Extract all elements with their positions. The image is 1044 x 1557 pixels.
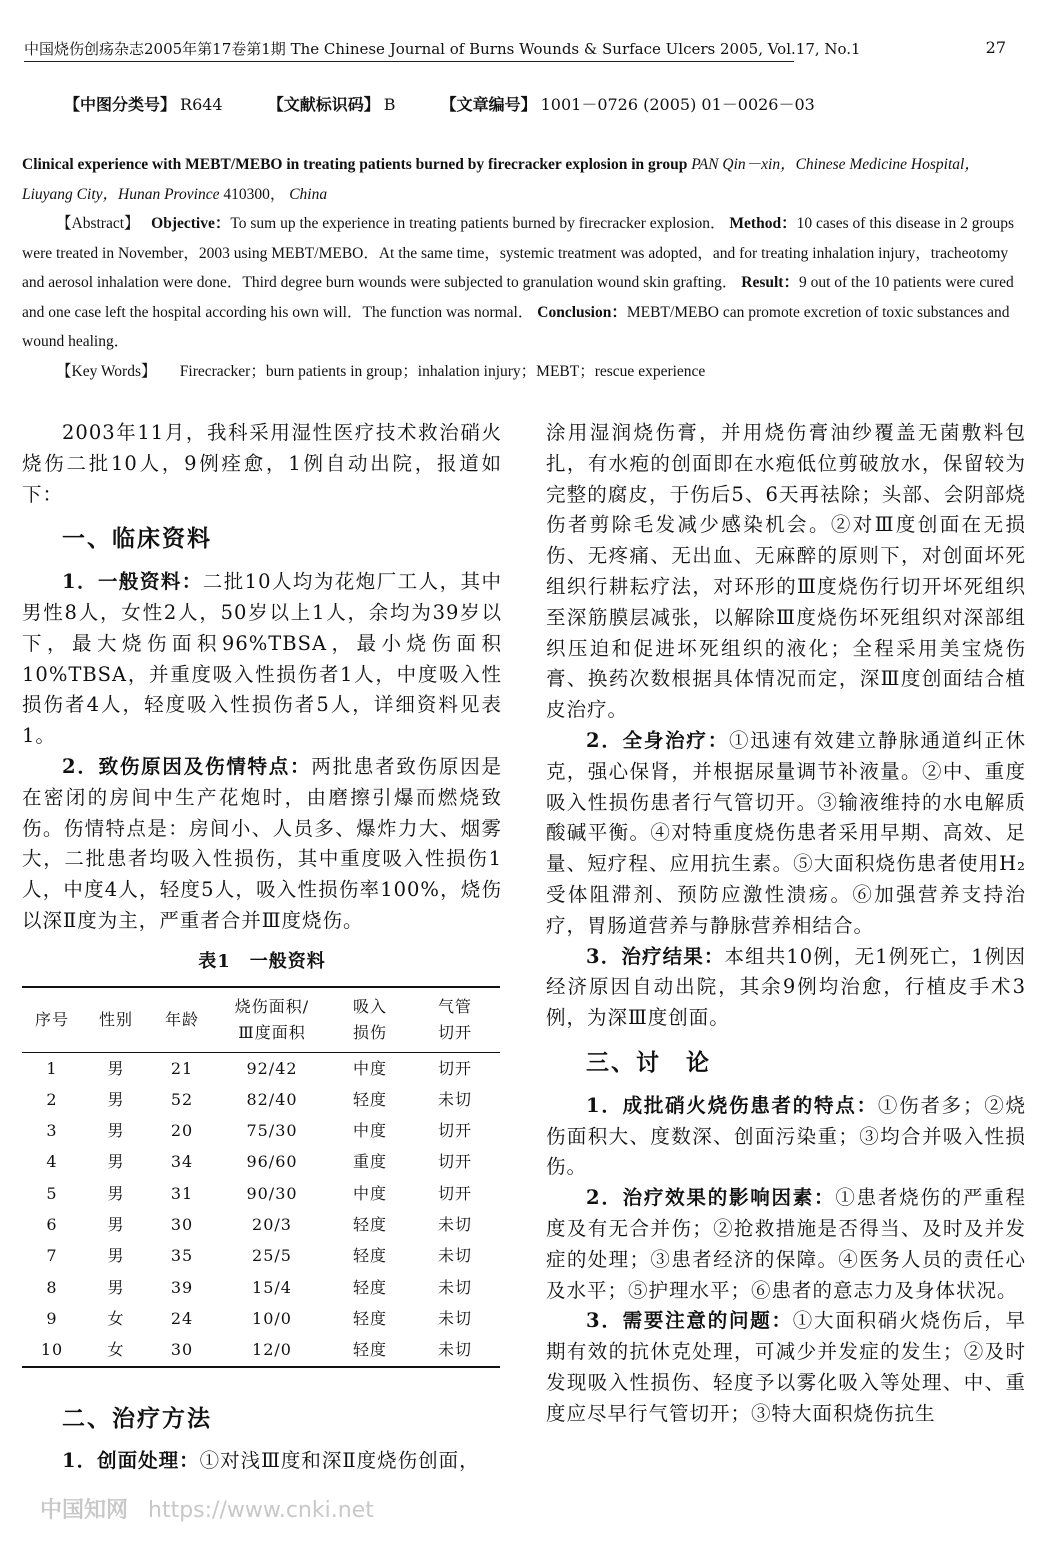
page-number: 27 [985,38,1006,57]
wound-treatment-text: ①对浅Ⅲ度和深Ⅱ度烧伤创面， [199,1449,480,1473]
table-cell: 20 [170,1121,194,1141]
keywords-text: Firecracker；burn patients in group；inhalation injury；MEBT；rescue experience [179,362,706,380]
table-cell: 男 [107,1121,125,1141]
attention-label: 3．需要注意的问题： [586,1309,793,1333]
table-title: 表1 一般资料 [198,950,326,972]
english-title: Clinical experience with MEBT/MEBO in treating patients burned by firecracker explosion in group [22,156,688,173]
table-cell: 轻度 [352,1340,387,1360]
english-abstract-block [22,150,1026,386]
keywords-paragraph [22,357,1026,387]
table-cell: 男 [107,1183,125,1203]
table-cell: 男 [107,1246,125,1266]
table-cell: 21 [170,1058,194,1078]
table-header-cell: 序号 [34,1009,69,1029]
table-cell: 31 [170,1183,194,1203]
table-cell: 35 [170,1246,194,1266]
table-cell: 重度 [352,1152,387,1172]
treatment-result-label: 3．治疗结果： [586,944,725,968]
features-paragraph [546,1091,1026,1183]
table-cell: 切开 [437,1121,472,1141]
treatment-result-paragraph [546,942,1026,1034]
section-heading-2: 二、治疗方法 [62,1404,212,1432]
table-header-cell: 吸入 损伤 [352,996,387,1042]
table-cell: 10 [40,1340,64,1360]
table-cell: 男 [107,1215,125,1235]
treatment-result-text: 本组共10例，无1例死亡，1例因经济原因自动出院，其余9例均治愈，行植皮手术3例，为深Ⅲ度创面。 [546,944,1026,1030]
classification-line [64,92,815,115]
objective-label: Objective： [151,215,231,232]
conclusion-label: Conclusion： [537,303,627,321]
table-cell: 女 [107,1308,125,1328]
table-cell: 男 [107,1058,125,1078]
table-cell: 中度 [352,1058,387,1078]
conclusion-text: MEBT/MEBO can promote excretion of toxic substances and wound healing． [22,303,1010,350]
table-cell: 中度 [352,1183,387,1203]
table-cell: 1 [46,1058,58,1078]
table-cell: 15/4 [252,1277,292,1297]
table-cell: 未切 [437,1215,472,1235]
table-cell: 39 [170,1277,194,1297]
doc-label: 【文献标识码】 [267,95,380,114]
watermark-url: https://www.cnki.net [148,1498,374,1523]
injury-cause-paragraph [22,752,502,937]
section-heading-1: 一、临床资料 [62,525,212,553]
table-cell: 25/5 [252,1246,292,1266]
general-data-paragraph [22,567,502,752]
section-heading-3: 三、讨 论 [586,1048,711,1076]
table-cell: 2 [46,1089,58,1109]
factors-text: ①患者烧伤的严重程度及有无合并伤；②抢救措施是否得当、及时及并发症的处理；③患者经济的保障。④医务人员的责任心及水平；⑤护理水平；⑥患者的意志力及身体状况。 [546,1186,1026,1302]
table-cell: 52 [170,1089,194,1109]
table-cell: 未切 [437,1340,472,1360]
table-row [22,1272,500,1303]
table-cell: 切开 [437,1058,472,1078]
english-country: China [289,185,328,203]
table-cell: 9 [46,1308,58,1328]
table-cell: 6 [46,1215,58,1235]
table-cell: 12/0 [252,1340,292,1360]
table-cell: 24 [170,1308,194,1328]
table-cell: 轻度 [352,1089,387,1109]
watermark-logo: 中国知网 [40,1498,129,1523]
wound-treatment-continued: 涂用湿润烧伤膏，并用烧伤膏油纱覆盖无菌敷料包扎，有水疱的创面即在水疱低位剪破放水，保留较为完整的腐皮，于伤后5、6天再祛除；头部、会阴部烧伤者剪除毛发减少感染机会。②对Ⅲ度创面在无损伤、无疼痛、无出血、无麻醉的原则下，对创面坏死组织行耕耘疗法，对环形的Ⅲ度烧伤行切开坏死组织至深筋膜层减张，以解除Ⅲ度烧伤坏死组织对深部组织压迫和促进坏死组织的液化；全程采用美宝烧伤膏、换药次数根据具体情况而定，深Ⅲ度创面结合植皮治疗。 [546,421,1026,722]
factors-paragraph [546,1183,1026,1306]
injury-cause-label: 2．致伤原因及伤情特点： [62,754,312,778]
injury-cause-text: 两批患者致伤原因是在密闭的房间中生产花炮时，由磨擦引爆而燃烧致伤。伤情特点是：房间小、人员多、爆炸力大、烟雾大，二批患者均吸入性损伤，其中重度吸入性损伤1人，中度4人，轻度5人，吸入性损伤率100%，烧伤以深Ⅱ度为主，严重者合并Ⅲ度烧伤。 [22,754,502,932]
table-row [22,1209,500,1240]
right-column [546,418,1026,1430]
table-row [22,1334,500,1366]
table-cell: 轻度 [352,1308,387,1328]
table-cell: 女 [107,1340,125,1360]
art-label: 【文章编号】 [440,95,537,114]
table-header-cell: 年龄 [164,1009,199,1029]
table-cell: 未切 [437,1308,472,1328]
english-postcode: 410300， [223,185,286,203]
table-cell: 未切 [437,1277,472,1297]
table-row [22,1146,500,1177]
objective-text: To sum up the experience in treating patients burned by firecracker explosion． [230,215,726,232]
table-cell: 8 [46,1277,58,1297]
general-data-text: 二批10人均为花炮厂工人，其中男性8人，女性2人，50岁以上1人，余均为39岁以下，最大烧伤面积96%TBSA，最小烧伤面积10%TBSA，并重度吸入性损伤者1人，中度吸入性损伤者4人，轻度吸入性损伤者5人，详细资料见表1。 [22,570,502,748]
doc-value: B [383,95,396,114]
abstract-paragraph [22,209,1026,357]
table-cell: 90/30 [246,1183,298,1203]
table-row [22,1240,500,1271]
table-row [22,1303,500,1334]
result-label: Result： [741,274,799,291]
table-cell: 未切 [437,1246,472,1266]
keywords-label: 【Key Words】 [56,362,157,380]
table-cell: 82/40 [246,1089,298,1109]
cnki-watermark [40,1493,374,1524]
systemic-treatment-text: ①迅速有效建立静脉通道纠正休克，强心保肾，并根据尿量调节补液量。②中、重度吸入性损伤患者行气管切开。③输液维持的水电解质酸碱平衡。④对特重度烧伤患者采用早期、高效、足量、短疗程、应用抗生素。⑤大面积烧伤患者使用H₂受体阻滞剂、预防应激性溃疡。⑥加强营养支持治疗，胃肠道营养与静脉营养相结合。 [546,728,1026,937]
systemic-treatment-paragraph [546,726,1026,942]
table-cell: 20/3 [252,1215,292,1235]
table-cell: 切开 [437,1152,472,1172]
wound-treatment-label: 1．创面处理： [62,1449,200,1473]
table-cell: 34 [170,1152,194,1172]
clc-value: R644 [180,95,223,114]
method-label: Method： [729,215,797,232]
table-header-cell: 气管 切开 [437,996,472,1042]
art-value: 1001－0726 (2005) 01－0026－03 [540,95,815,114]
factors-label: 2．治疗效果的影响因素： [586,1186,836,1210]
wound-treatment-paragraph [22,1446,502,1477]
english-authors: PAN Qin－xin，Chinese Medicine Hospital，Liuyang City，Hunan Province [22,156,980,203]
table-cell: 30 [170,1215,194,1235]
left-column [22,418,502,1477]
table-cell: 男 [107,1089,125,1109]
features-text: ①伤者多；②烧伤面积大、度数深、创面污染重；③均合并吸入性损伤。 [546,1093,1026,1179]
general-data-table [22,986,500,1368]
attention-paragraph [546,1306,1026,1429]
table-cell: 96/60 [246,1152,298,1172]
table-cell: 4 [46,1152,58,1172]
english-title-line [22,150,1026,209]
table-cell: 5 [46,1183,58,1203]
table-header-row [22,987,500,1053]
result-text: 9 out of the 10 patients were cured and one case left the hospital according his own will．The function was normal． [22,274,1014,321]
method-text: 10 cases of this disease in 2 groups were treated in November，2003 using MEBT/MEBO．At the same time，systemic treatment was adopted，and for treating inhalation injury，tracheotomy and aerosol inhalation were done．Third degree burn wounds were subjected to granulation wound skin grafting． [22,215,1014,291]
table-row [22,1115,500,1146]
clc-label: 【中图分类号】 [64,95,177,114]
table-cell: 92/42 [246,1058,298,1078]
features-label: 1．成批硝火烧伤患者的特点： [586,1093,878,1117]
table-cell: 30 [170,1340,194,1360]
table-cell: 75/30 [246,1121,298,1141]
table-cell: 轻度 [352,1215,387,1235]
table-cell: 7 [46,1246,58,1266]
table-cell: 中度 [352,1121,387,1141]
systemic-treatment-label: 2．全身治疗： [586,728,729,752]
table-header-cell: 烧伤面积/ Ⅲ度面积 [234,996,310,1042]
table-cell: 轻度 [352,1277,387,1297]
table-row [22,1178,500,1209]
general-data-label: 1．一般资料： [62,570,203,594]
abstract-label: 【Abstract】 [56,215,140,232]
table-row [22,1052,500,1084]
table-cell: 3 [46,1121,58,1141]
intro-paragraph: 2003年11月，我科采用湿性医疗技术救治硝火烧伤二批10人，9例痊愈，1例自动出院，报道如下： [22,421,502,506]
table-cell: 切开 [437,1183,472,1203]
running-header: 中国烧伤创疡杂志2005年第17卷第1期 The Chinese Journal of Burns Wounds & Surface Ulcers 2005, Vol.17, No.1 [24,38,794,62]
table-cell: 未切 [437,1089,472,1109]
table-header-cell: 性别 [98,1009,133,1029]
table-cell: 轻度 [352,1246,387,1266]
table-cell: 男 [107,1277,125,1297]
table-cell: 男 [107,1152,125,1172]
attention-text: ①大面积硝火烧伤后，早期有效的抗休克处理，可减少并发症的发生；②及时发现吸入性损伤、轻度予以雾化吸入等处理、中、重度应尽早行气管切开；③特大面积烧伤抗生 [546,1309,1026,1425]
table-row [22,1084,500,1115]
table-cell: 10/0 [252,1308,292,1328]
